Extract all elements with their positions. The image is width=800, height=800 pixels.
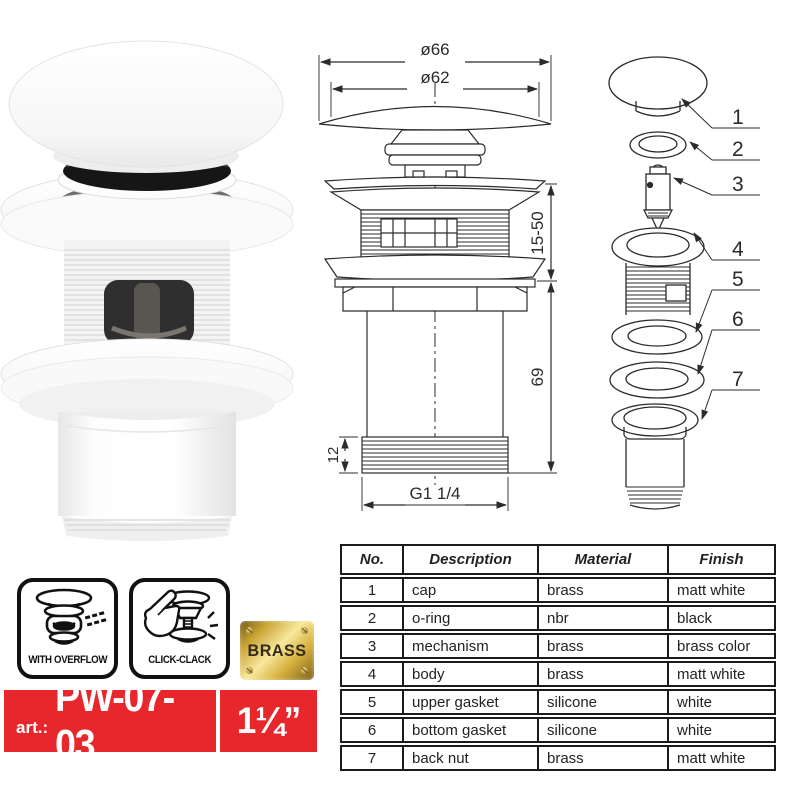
dim-label-cap-inner: ø62: [420, 68, 450, 87]
dim-label-thread-length: 12: [325, 446, 342, 464]
cell-no: 5: [342, 691, 404, 713]
part-number-1: 1: [732, 106, 744, 129]
cell-description: cap: [404, 579, 539, 601]
dim-label-thread-size: G1 1/4: [409, 484, 461, 503]
part-numbers: [732, 106, 744, 391]
cell-description: mechanism: [404, 635, 539, 657]
drawing-thread-bottom: [362, 437, 508, 473]
part-number-5: 5: [732, 268, 744, 291]
cell-description: back nut: [404, 747, 539, 769]
table-row: [340, 605, 776, 631]
screw-icon: [246, 667, 253, 674]
table-row: [340, 717, 776, 743]
col-header-material: Material: [539, 546, 669, 573]
cell-no: 6: [342, 719, 404, 741]
exploded-view: [560, 35, 800, 545]
drawing-lower-flange: [325, 255, 545, 311]
dim-label-cap-outer: ø66: [420, 40, 450, 59]
cell-material: brass: [539, 663, 669, 685]
drawing-thread-top: [361, 210, 509, 257]
cell-finish: matt white: [677, 749, 746, 767]
technical-drawing: [305, 33, 560, 538]
cell-finish: matt white: [677, 665, 746, 683]
clickclack-icon: [138, 588, 222, 652]
article-code: PW-07-03: [55, 674, 174, 767]
article-banner: [4, 674, 216, 767]
exploded-oring: [630, 132, 686, 158]
cell-description: o-ring: [404, 607, 539, 629]
screw-icon: [301, 627, 308, 634]
feature-overflow: [17, 578, 118, 679]
cell-no: 1: [342, 579, 404, 601]
table-row: [340, 745, 776, 771]
dim-label-adjust-range: 15-50: [528, 211, 547, 255]
table-row: [340, 577, 776, 603]
cell-finish: matt white: [677, 581, 746, 599]
hand-glyph: [145, 591, 179, 636]
size-value: 1¼”: [236, 700, 301, 741]
product-photo: [0, 28, 300, 543]
cell-material: brass: [539, 747, 669, 769]
cell-material: nbr: [539, 607, 669, 629]
cell-material: brass: [539, 579, 669, 601]
cell-finish: white: [677, 721, 713, 739]
cell-material: brass: [539, 635, 669, 657]
overflow-label: WITH OVERFLOW: [28, 654, 107, 666]
part-number-7: 7: [732, 368, 744, 391]
cell-finish: brass color: [677, 637, 751, 655]
cell-finish: black: [677, 609, 713, 627]
clickclack-label: CLICK-CLACK: [148, 654, 211, 666]
photo-cylinder: [58, 412, 236, 541]
exploded-body: [612, 228, 704, 315]
col-header-description: Description: [404, 546, 539, 573]
col-header-finish: Finish: [699, 551, 744, 568]
table-row: [340, 661, 776, 687]
cell-no: 7: [342, 747, 404, 769]
part-number-3: 3: [732, 173, 744, 196]
part-number-2: 2: [732, 138, 744, 161]
feature-clickclack: [129, 578, 230, 679]
overflow-icon: [26, 588, 110, 652]
click-lines: [208, 612, 218, 639]
size-banner: [220, 690, 317, 752]
screw-icon: [301, 667, 308, 674]
spec-table-header: [340, 544, 776, 575]
photo-cap: [9, 41, 283, 173]
part-number-6: 6: [732, 308, 744, 331]
cell-description: upper gasket: [404, 691, 539, 713]
drawing-stem: [385, 130, 485, 177]
cell-no: 3: [342, 635, 404, 657]
cell-material: silicone: [539, 719, 669, 741]
cell-no: 2: [342, 607, 404, 629]
exploded-upper-gasket: [612, 320, 702, 354]
part-number-4: 4: [732, 238, 744, 261]
exploded-mechanism: [644, 165, 672, 231]
brass-label: BRASS: [247, 640, 307, 660]
dim-label-body-height: 69: [528, 367, 547, 387]
article-prefix: art.:: [16, 718, 49, 737]
cell-no: 4: [342, 663, 404, 685]
screw-icon: [246, 627, 253, 634]
exploded-cap: [609, 57, 707, 116]
col-header-no: No.: [342, 546, 404, 573]
brass-badge: [240, 621, 314, 680]
spec-table: [340, 544, 776, 773]
overflow-drops: [84, 611, 106, 626]
cell-material: silicone: [539, 691, 669, 713]
drawing-cap: [319, 107, 551, 131]
cell-description: body: [404, 663, 539, 685]
cell-finish: white: [677, 693, 713, 711]
exploded-back-nut: [612, 404, 698, 509]
table-row: [340, 689, 776, 715]
cell-description: bottom gasket: [404, 719, 539, 741]
drawing-flange-cone: [331, 188, 539, 210]
exploded-bottom-gasket: [610, 362, 704, 398]
table-row: [340, 633, 776, 659]
